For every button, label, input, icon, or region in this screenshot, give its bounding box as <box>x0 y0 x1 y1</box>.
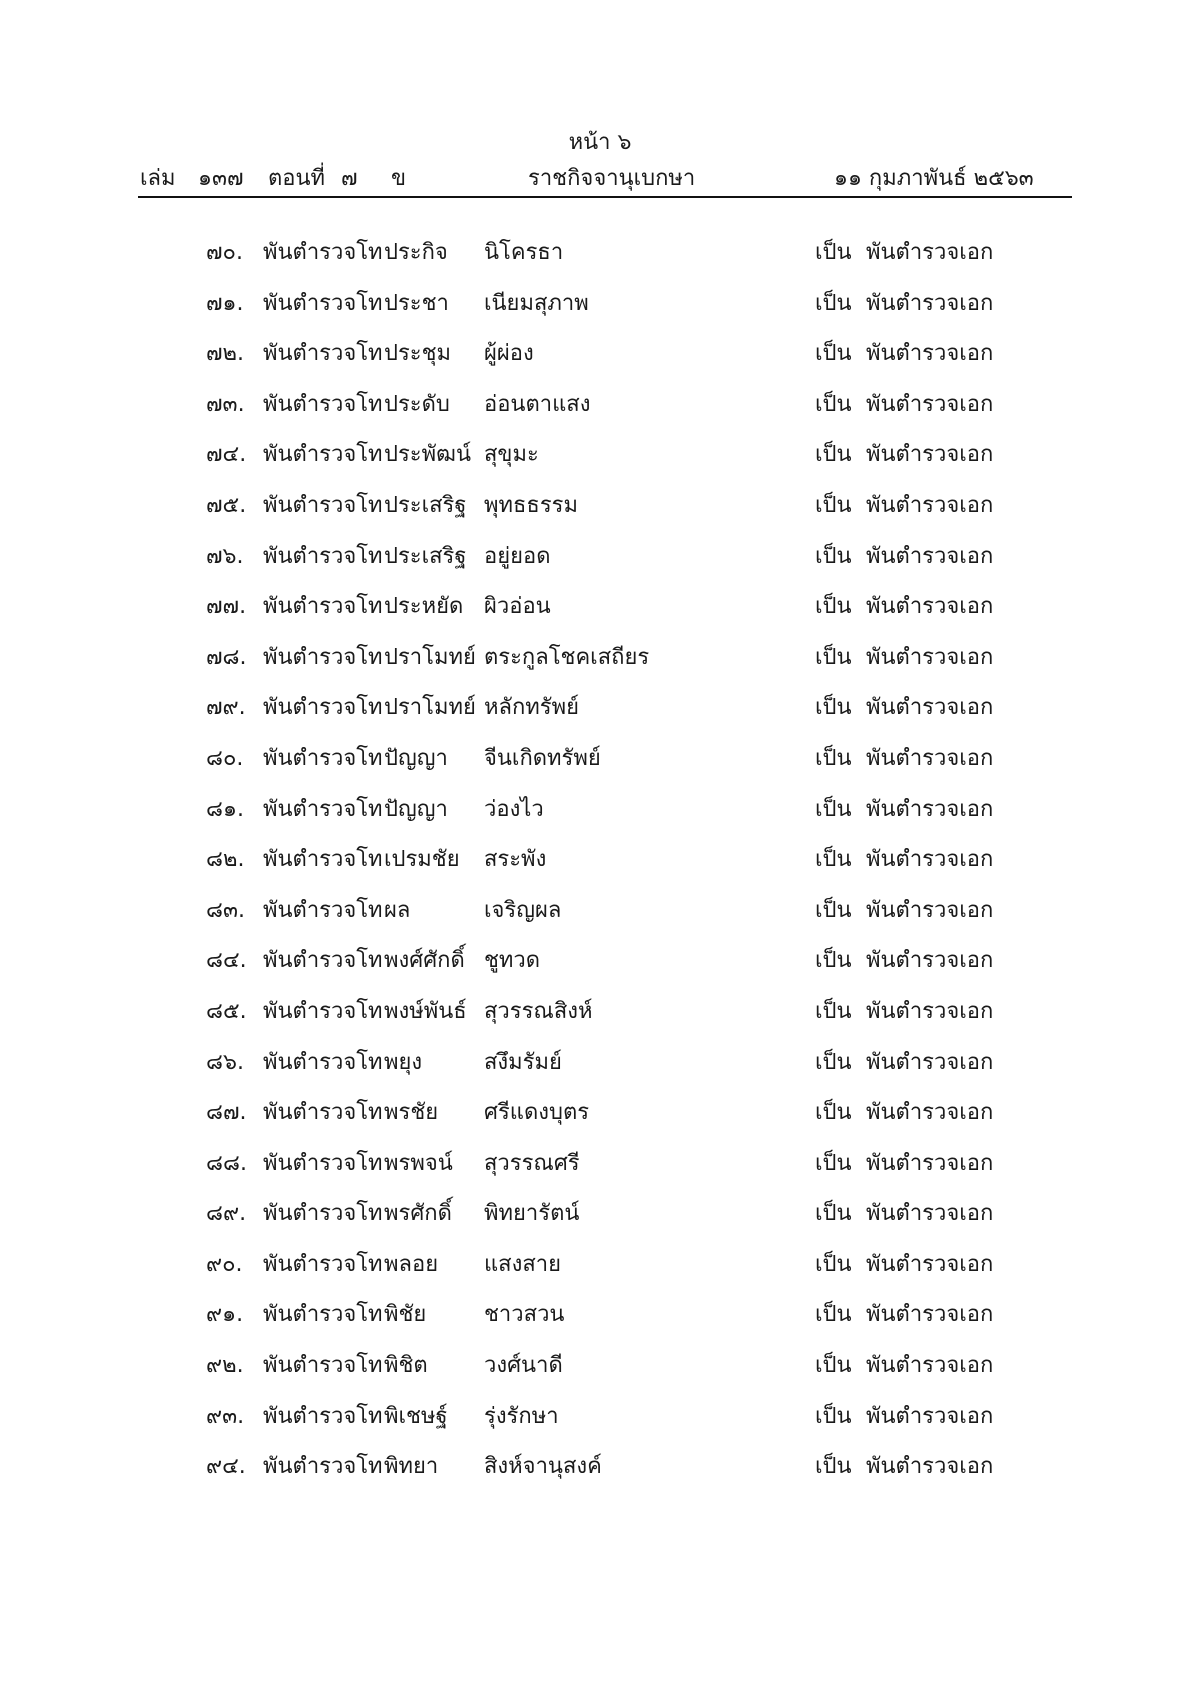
entry-number: ๘๖. <box>206 1049 244 1075</box>
first-name: ประพัฒน์ <box>384 442 472 468</box>
current-rank: พันตำรวจโท <box>263 1302 383 1328</box>
last-name: ผิวอ่อน <box>484 594 551 620</box>
new-rank: พันตำรวจเอก <box>866 594 994 620</box>
section-letter: ข <box>391 166 407 191</box>
last-name: ชาวสวน <box>484 1302 565 1328</box>
new-rank: พันตำรวจเอก <box>866 948 994 974</box>
list-item <box>0 942 1200 993</box>
volume-label: เล่ม <box>140 166 176 191</box>
promotion-word: เป็น <box>815 1049 852 1075</box>
list-item <box>0 1347 1200 1398</box>
first-name: พงศ์ศักดิ์ <box>384 948 465 974</box>
last-name: สระพัง <box>484 847 547 873</box>
first-name: ปัญญา <box>384 796 448 822</box>
last-name: รุ่งรักษา <box>484 1403 559 1429</box>
list-item <box>0 1296 1200 1347</box>
promotion-word: เป็น <box>815 442 852 468</box>
last-name: สุขุมะ <box>484 442 539 468</box>
promotion-word: เป็น <box>815 1150 852 1176</box>
new-rank: พันตำรวจเอก <box>866 847 994 873</box>
last-name: เนียมสุภาพ <box>484 290 589 316</box>
list-item <box>0 639 1200 690</box>
promotion-word: เป็น <box>815 695 852 721</box>
entry-number: ๘๒. <box>206 847 245 873</box>
current-rank: พันตำรวจโท <box>263 543 383 569</box>
entry-number: ๗๖. <box>206 543 244 569</box>
current-rank: พันตำรวจโท <box>263 391 383 417</box>
first-name: ปราโมทย์ <box>384 644 476 670</box>
first-name: ประชา <box>384 290 449 316</box>
promotion-word: เป็น <box>815 240 852 265</box>
promotion-word: เป็น <box>815 796 852 822</box>
list-item <box>0 1094 1200 1145</box>
first-name: ปราโมทย์ <box>384 695 476 721</box>
first-name: ประดับ <box>384 391 450 417</box>
current-rank: พันตำรวจโท <box>263 897 383 923</box>
list-item <box>0 1246 1200 1297</box>
current-rank: พันตำรวจโท <box>263 1201 383 1227</box>
current-rank: พันตำรวจโท <box>263 1353 383 1379</box>
entry-number: ๗๑. <box>206 290 244 316</box>
new-rank: พันตำรวจเอก <box>866 796 994 822</box>
last-name: พุทธธรรม <box>484 492 578 518</box>
entry-number: ๘๕. <box>206 998 247 1024</box>
new-rank: พันตำรวจเอก <box>866 341 994 367</box>
entry-number: ๙๒. <box>206 1353 244 1379</box>
current-rank: พันตำรวจโท <box>263 492 383 518</box>
new-rank: พันตำรวจเอก <box>866 1150 994 1176</box>
entry-number: ๗๕. <box>206 492 247 518</box>
gazette-date: ๑๑ กุมภาพันธ์ ๒๕๖๓ <box>834 166 1034 191</box>
entry-number: ๗๘. <box>206 644 247 670</box>
promotion-word: เป็น <box>815 1353 852 1379</box>
new-rank: พันตำรวจเอก <box>866 442 994 468</box>
list-item <box>0 1448 1200 1499</box>
first-name: ประเสริฐ <box>384 543 467 569</box>
last-name: พิทยารัตน์ <box>484 1201 580 1227</box>
last-name: สิงห์จานุสงค์ <box>484 1454 602 1480</box>
header-rule <box>138 196 1072 198</box>
last-name: นิโครธา <box>484 240 564 265</box>
promotion-word: เป็น <box>815 594 852 620</box>
promotion-word: เป็น <box>815 543 852 569</box>
new-rank: พันตำรวจเอก <box>866 1049 994 1075</box>
current-rank: พันตำรวจโท <box>263 796 383 822</box>
last-name: หลักทรัพย์ <box>484 695 580 721</box>
list-item <box>0 1145 1200 1196</box>
promotion-word: เป็น <box>815 1454 852 1480</box>
list-item <box>0 740 1200 791</box>
new-rank: พันตำรวจเอก <box>866 998 994 1024</box>
gazette-header <box>138 160 1072 190</box>
first-name: พลอย <box>384 1251 439 1277</box>
promotion-word: เป็น <box>815 290 852 316</box>
last-name: ผู้ผ่อง <box>484 341 534 367</box>
promotion-word: เป็น <box>815 745 852 771</box>
current-rank: พันตำรวจโท <box>263 240 383 265</box>
list-item <box>0 487 1200 538</box>
issue-number: ๗ <box>341 166 358 191</box>
first-name: ผล <box>384 897 411 923</box>
first-name: พิทยา <box>384 1454 439 1480</box>
promotion-word: เป็น <box>815 1201 852 1227</box>
promotion-word: เป็น <box>815 1302 852 1328</box>
promotion-word: เป็น <box>815 341 852 367</box>
current-rank: พันตำรวจโท <box>263 695 383 721</box>
entry-number: ๘๗. <box>206 1100 247 1126</box>
list-item <box>0 1195 1200 1246</box>
entry-number: ๘๓. <box>206 897 246 923</box>
first-name: พงษ์พันธ์ <box>384 998 467 1024</box>
entry-number: ๙๔. <box>206 1454 246 1480</box>
entry-number: ๗๒. <box>206 341 245 367</box>
first-name: ประกิจ <box>384 240 448 265</box>
entry-number: ๘๘. <box>206 1150 247 1176</box>
new-rank: พันตำรวจเอก <box>866 391 994 417</box>
new-rank: พันตำรวจเอก <box>866 1100 994 1126</box>
current-rank: พันตำรวจโท <box>263 998 383 1024</box>
new-rank: พันตำรวจเอก <box>866 695 994 721</box>
promotion-word: เป็น <box>815 644 852 670</box>
entry-number: ๙๐. <box>206 1251 243 1277</box>
entry-number: ๘๙. <box>206 1201 247 1227</box>
last-name: ตระกูลโชคเสถียร <box>484 644 650 670</box>
current-rank: พันตำรวจโท <box>263 847 383 873</box>
last-name: สงึมรัมย์ <box>484 1049 562 1075</box>
first-name: พิเชษฐ์ <box>384 1403 448 1429</box>
current-rank: พันตำรวจโท <box>263 1100 383 1126</box>
first-name: พรชัย <box>384 1100 439 1126</box>
list-item <box>0 335 1200 386</box>
entry-number: ๗๓. <box>206 391 245 417</box>
last-name: ว่องไว <box>484 796 544 822</box>
last-name: เจริญผล <box>484 897 562 923</box>
list-item <box>0 234 1200 285</box>
last-name: ศรีแดงบุตร <box>484 1100 590 1126</box>
new-rank: พันตำรวจเอก <box>866 1353 994 1379</box>
current-rank: พันตำรวจโท <box>263 1454 383 1480</box>
entry-number: ๗๔. <box>206 442 247 468</box>
promotion-word: เป็น <box>815 492 852 518</box>
promotion-word: เป็น <box>815 1251 852 1277</box>
first-name: พรพจน์ <box>384 1150 453 1176</box>
volume-number: ๑๓๗ <box>198 166 244 191</box>
last-name: จีนเกิดทรัพย์ <box>484 745 601 771</box>
new-rank: พันตำรวจเอก <box>866 745 994 771</box>
entry-number: ๗๗. <box>206 594 247 620</box>
entry-number: ๘๐. <box>206 745 244 771</box>
promotion-word: เป็น <box>815 948 852 974</box>
new-rank: พันตำรวจเอก <box>866 543 994 569</box>
new-rank: พันตำรวจเอก <box>866 1403 994 1429</box>
promotion-word: เป็น <box>815 897 852 923</box>
first-name: พยุง <box>384 1049 423 1075</box>
new-rank: พันตำรวจเอก <box>866 1201 994 1227</box>
list-item <box>0 1044 1200 1095</box>
entry-number: ๘๔. <box>206 948 247 974</box>
first-name: เปรมชัย <box>384 847 460 873</box>
first-name: พิชิต <box>384 1353 428 1379</box>
new-rank: พันตำรวจเอก <box>866 1251 994 1277</box>
current-rank: พันตำรวจโท <box>263 1049 383 1075</box>
last-name: แสงสาย <box>484 1251 562 1277</box>
first-name: ปัญญา <box>384 745 448 771</box>
list-item <box>0 892 1200 943</box>
current-rank: พันตำรวจโท <box>263 1150 383 1176</box>
issue-label: ตอนที่ <box>268 166 326 191</box>
current-rank: พันตำรวจโท <box>263 745 383 771</box>
current-rank: พันตำรวจโท <box>263 644 383 670</box>
list-item <box>0 538 1200 589</box>
current-rank: พันตำรวจโท <box>263 341 383 367</box>
entry-number: ๗๐. <box>206 240 243 265</box>
new-rank: พันตำรวจเอก <box>866 897 994 923</box>
new-rank: พันตำรวจเอก <box>866 1302 994 1328</box>
current-rank: พันตำรวจโท <box>263 442 383 468</box>
entry-number: ๙๑. <box>206 1302 244 1328</box>
list-item <box>0 588 1200 639</box>
list-item <box>0 841 1200 892</box>
promotion-word: เป็น <box>815 1100 852 1126</box>
last-name: วงศ์นาดี <box>484 1353 563 1379</box>
new-rank: พันตำรวจเอก <box>866 240 994 265</box>
last-name: อยู่ยอด <box>484 543 551 569</box>
first-name: พรศักดิ์ <box>384 1201 452 1227</box>
last-name: สุวรรณสิงห์ <box>484 998 593 1024</box>
list-item <box>0 993 1200 1044</box>
first-name: ประชุม <box>384 341 452 367</box>
last-name: ชูทวด <box>484 948 541 974</box>
first-name: ประหยัด <box>384 594 464 620</box>
promotion-word: เป็น <box>815 1403 852 1429</box>
last-name: สุวรรณศรี <box>484 1150 580 1176</box>
promotion-word: เป็น <box>815 998 852 1024</box>
new-rank: พันตำรวจเอก <box>866 644 994 670</box>
list-item <box>0 386 1200 437</box>
list-item <box>0 436 1200 487</box>
entry-number: ๘๑. <box>206 796 244 822</box>
new-rank: พันตำรวจเอก <box>866 492 994 518</box>
list-item <box>0 689 1200 740</box>
entry-number: ๙๓. <box>206 1403 245 1429</box>
gazette-title: ราชกิจจานุเบกษา <box>528 166 696 191</box>
promotion-word: เป็น <box>815 391 852 417</box>
first-name: ประเสริฐ <box>384 492 467 518</box>
entry-number: ๗๙. <box>206 695 246 721</box>
promotion-word: เป็น <box>815 847 852 873</box>
new-rank: พันตำรวจเอก <box>866 1454 994 1480</box>
new-rank: พันตำรวจเอก <box>866 290 994 316</box>
list-item <box>0 791 1200 842</box>
current-rank: พันตำรวจโท <box>263 594 383 620</box>
current-rank: พันตำรวจโท <box>263 290 383 316</box>
list-item <box>0 1398 1200 1449</box>
current-rank: พันตำรวจโท <box>263 1251 383 1277</box>
page-number: หน้า ๖ <box>568 130 632 155</box>
current-rank: พันตำรวจโท <box>263 1403 383 1429</box>
first-name: พิชัย <box>384 1302 427 1328</box>
current-rank: พันตำรวจโท <box>263 948 383 974</box>
last-name: อ่อนตาแสง <box>484 391 591 417</box>
promotion-list <box>0 234 1200 1499</box>
list-item <box>0 285 1200 336</box>
